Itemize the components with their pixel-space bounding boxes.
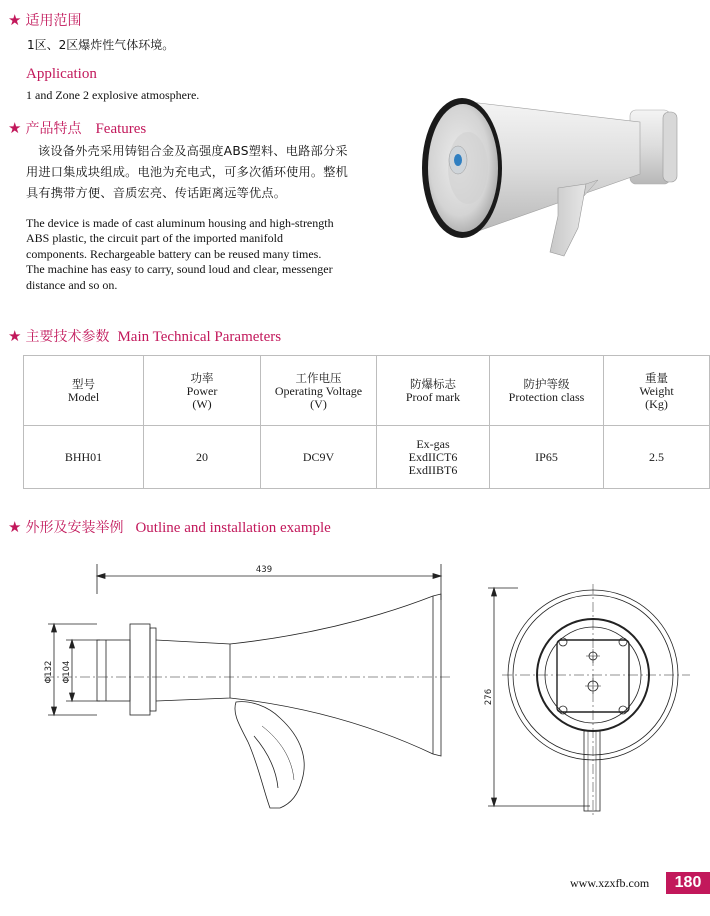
header-cell-voltage [261, 356, 377, 426]
features-line-en: ABS plastic, the circuit part of the imported manifold [26, 231, 283, 246]
spec-table-wrap [23, 355, 710, 489]
star-icon: ★ [8, 518, 22, 536]
features-text-cn [26, 141, 386, 204]
params-title-cn: 主要技术参数 [25, 329, 110, 345]
features-title-en: Features [95, 121, 147, 137]
features-line-cn: 用进口集成块组成。电池为充电式，可多次循环使用。整机 [26, 165, 349, 179]
star-icon: ★ [8, 119, 22, 137]
features-line-en: The device is made of cast aluminum housing and high-strength [26, 216, 334, 230]
header-unit: (W) [192, 396, 212, 411]
features-line-cn: 具有携带方便、音质宏亮、传话距离远等优点。 [26, 186, 287, 200]
header-unit: (V) [310, 396, 327, 411]
outline-heading [8, 517, 331, 537]
scope-title-en: Application [26, 66, 97, 82]
table-header-row [24, 356, 710, 426]
header-cell-protection [490, 356, 604, 426]
features-line-en: distance and so on. [26, 277, 118, 292]
header-cell-weight [604, 356, 710, 426]
star-icon: ★ [8, 327, 22, 345]
page-number: 180 [666, 872, 710, 894]
header-en: Protection class [508, 390, 585, 404]
side-view-drawing [40, 560, 460, 820]
cell-model: BHH01 [24, 426, 144, 489]
header-en: Power [186, 383, 218, 398]
header-cn: 工作电压 [295, 370, 342, 385]
features-title-cn: 产品特点 [25, 121, 82, 137]
dim-length-label: 439 [255, 565, 273, 575]
cell-protection: IP65 [490, 426, 604, 489]
header-cn: 防爆标志 [410, 377, 456, 391]
dim-height-label: 276 [484, 688, 494, 706]
dim-d1-label: Φ132 [44, 660, 54, 684]
features-line-cn: 该设备外壳采用铸铝合金及高强度ABS塑料、电路部分采 [38, 144, 348, 158]
cell-weight: 2.5 [604, 426, 710, 489]
header-cell-power [144, 356, 261, 426]
features-heading [8, 118, 146, 138]
header-cn: 功率 [190, 370, 214, 385]
scope-text-cn: 1区、2区爆炸性气体环境。 [27, 38, 175, 52]
params-title-en: Main Technical Parameters [117, 329, 282, 345]
cell-power: 20 [144, 426, 261, 489]
header-en: Operating Voltage [274, 383, 363, 398]
header-cn: 防护等级 [523, 377, 570, 391]
footer-url: www.xzxfb.com [570, 876, 650, 890]
proof-mark-line: ExdIICT6 [408, 449, 458, 464]
header-unit: (Kg) [645, 396, 668, 411]
table-row [24, 426, 710, 489]
outline-title-en: Outline and installation example [135, 520, 331, 536]
features-line-en: The machine has easy to carry, sound loud and clear, messenger [26, 262, 333, 277]
header-en: Model [67, 390, 100, 404]
params-heading [8, 326, 281, 346]
proof-mark-line: Ex-gas [416, 436, 450, 451]
cell-proof-mark [377, 426, 490, 489]
spec-table [23, 355, 710, 489]
features-line-en: components. Rechargeable battery can be reused many times. [26, 246, 322, 261]
dim-d2-label: Φ104 [62, 660, 72, 684]
header-cell-model [24, 356, 144, 426]
header-cn: 型号 [72, 377, 95, 391]
proof-mark-line: ExdIIBT6 [408, 462, 458, 477]
scope-text-en: 1 and Zone 2 explosive atmosphere. [26, 88, 200, 102]
cell-voltage: DC9V [261, 426, 377, 489]
megaphone-photo [408, 88, 698, 273]
features-text-en [26, 216, 386, 293]
header-en: Weight [639, 383, 674, 398]
header-en: Proof mark [405, 390, 461, 404]
outline-title-cn: 外形及安装举例 [25, 520, 124, 536]
header-cn: 重量 [645, 370, 668, 385]
front-view-drawing [480, 580, 700, 820]
scope-heading [8, 10, 81, 30]
scope-title-cn: 适用范围 [25, 13, 82, 29]
header-cell-proof-mark [377, 356, 490, 426]
star-icon: ★ [8, 11, 22, 29]
